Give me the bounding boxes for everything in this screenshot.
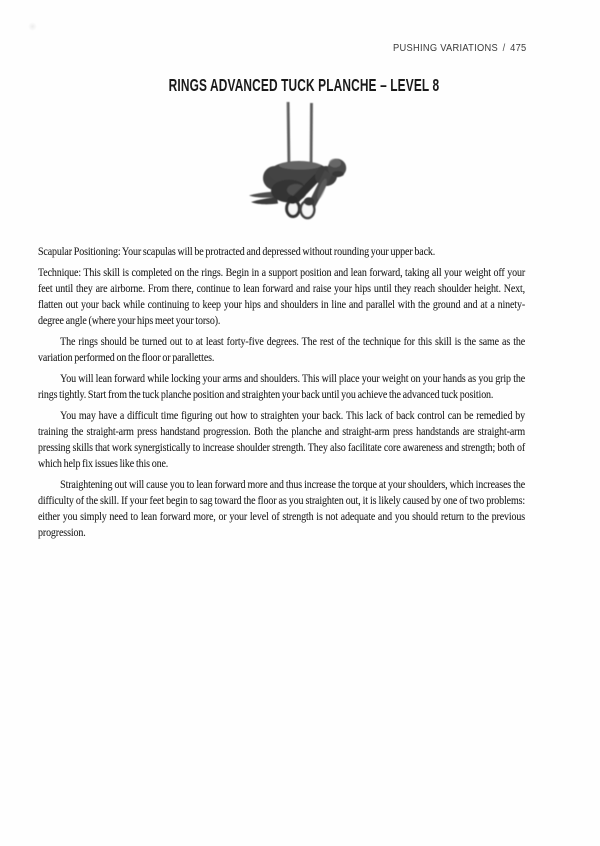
figure-rings-tuck-planche xyxy=(230,100,360,225)
rings-tuck-planche-photo-icon xyxy=(230,100,360,225)
body-paragraph: Straightening out will cause you to lean forward more and thus increase the torque at your shoulders, which increases the difficulty of the skill. If your feet begin to sag toward the floor as you straighten out, it is likely caused by one of two problems: either you simply need to lean forward more, or your level of strength is not adequate and you should return to the previous progression. xyxy=(38,479,526,539)
body-paragraph: You will lean forward while locking your arms and shoulders. This will place your weight on your hands as you grip the rings tightly. Start from the tuck planche position and straighten your back until you achieve the advanced tuck position. xyxy=(38,373,526,401)
body-paragraph: The rings should be turned out to at least forty-five degrees. The rest of the technique for this skill is the same as the variation performed on the floor or parallettes. xyxy=(38,336,526,364)
scan-speckle xyxy=(28,22,37,31)
page-title-text: RINGS ADVANCED TUCK PLANCHE – LEVEL 8 xyxy=(168,75,440,95)
running-header-separator: / xyxy=(503,43,506,54)
running-header-page-number: 475 xyxy=(510,43,527,54)
running-header-section: PUSHING VARIATIONS xyxy=(393,43,499,54)
page-title xyxy=(0,75,600,96)
body-paragraph-technique: Technique: This skill is completed on the rings. Begin in a support position and lean forward, taking all your weight off your feet until they are airborne. From there, continue to lean forward and raise your hips until they reach shoulder height. Next, flatten out your back while continuing to keep your hips and shoulders in line and parallel with the ground and at a ninety-degree angle (where your hips meet your torso). xyxy=(38,267,526,327)
body-text xyxy=(38,244,525,546)
body-paragraph: You may have a difficult time figuring out how to straighten your back. This lack of back control can be remedied by training the straight-arm press handstand progression. Both the planche and straight-arm press handstands are straight-arm pressing skills that work synergistically to increase shoulder strength. They also facilitate core awareness and strength; both of which help fix issues like this one. xyxy=(38,410,526,470)
running-header xyxy=(394,43,527,54)
body-paragraph-scapular-positioning: Scapular Positioning: Your scapulas will be protracted and depressed without rounding your upper back. xyxy=(38,246,436,258)
